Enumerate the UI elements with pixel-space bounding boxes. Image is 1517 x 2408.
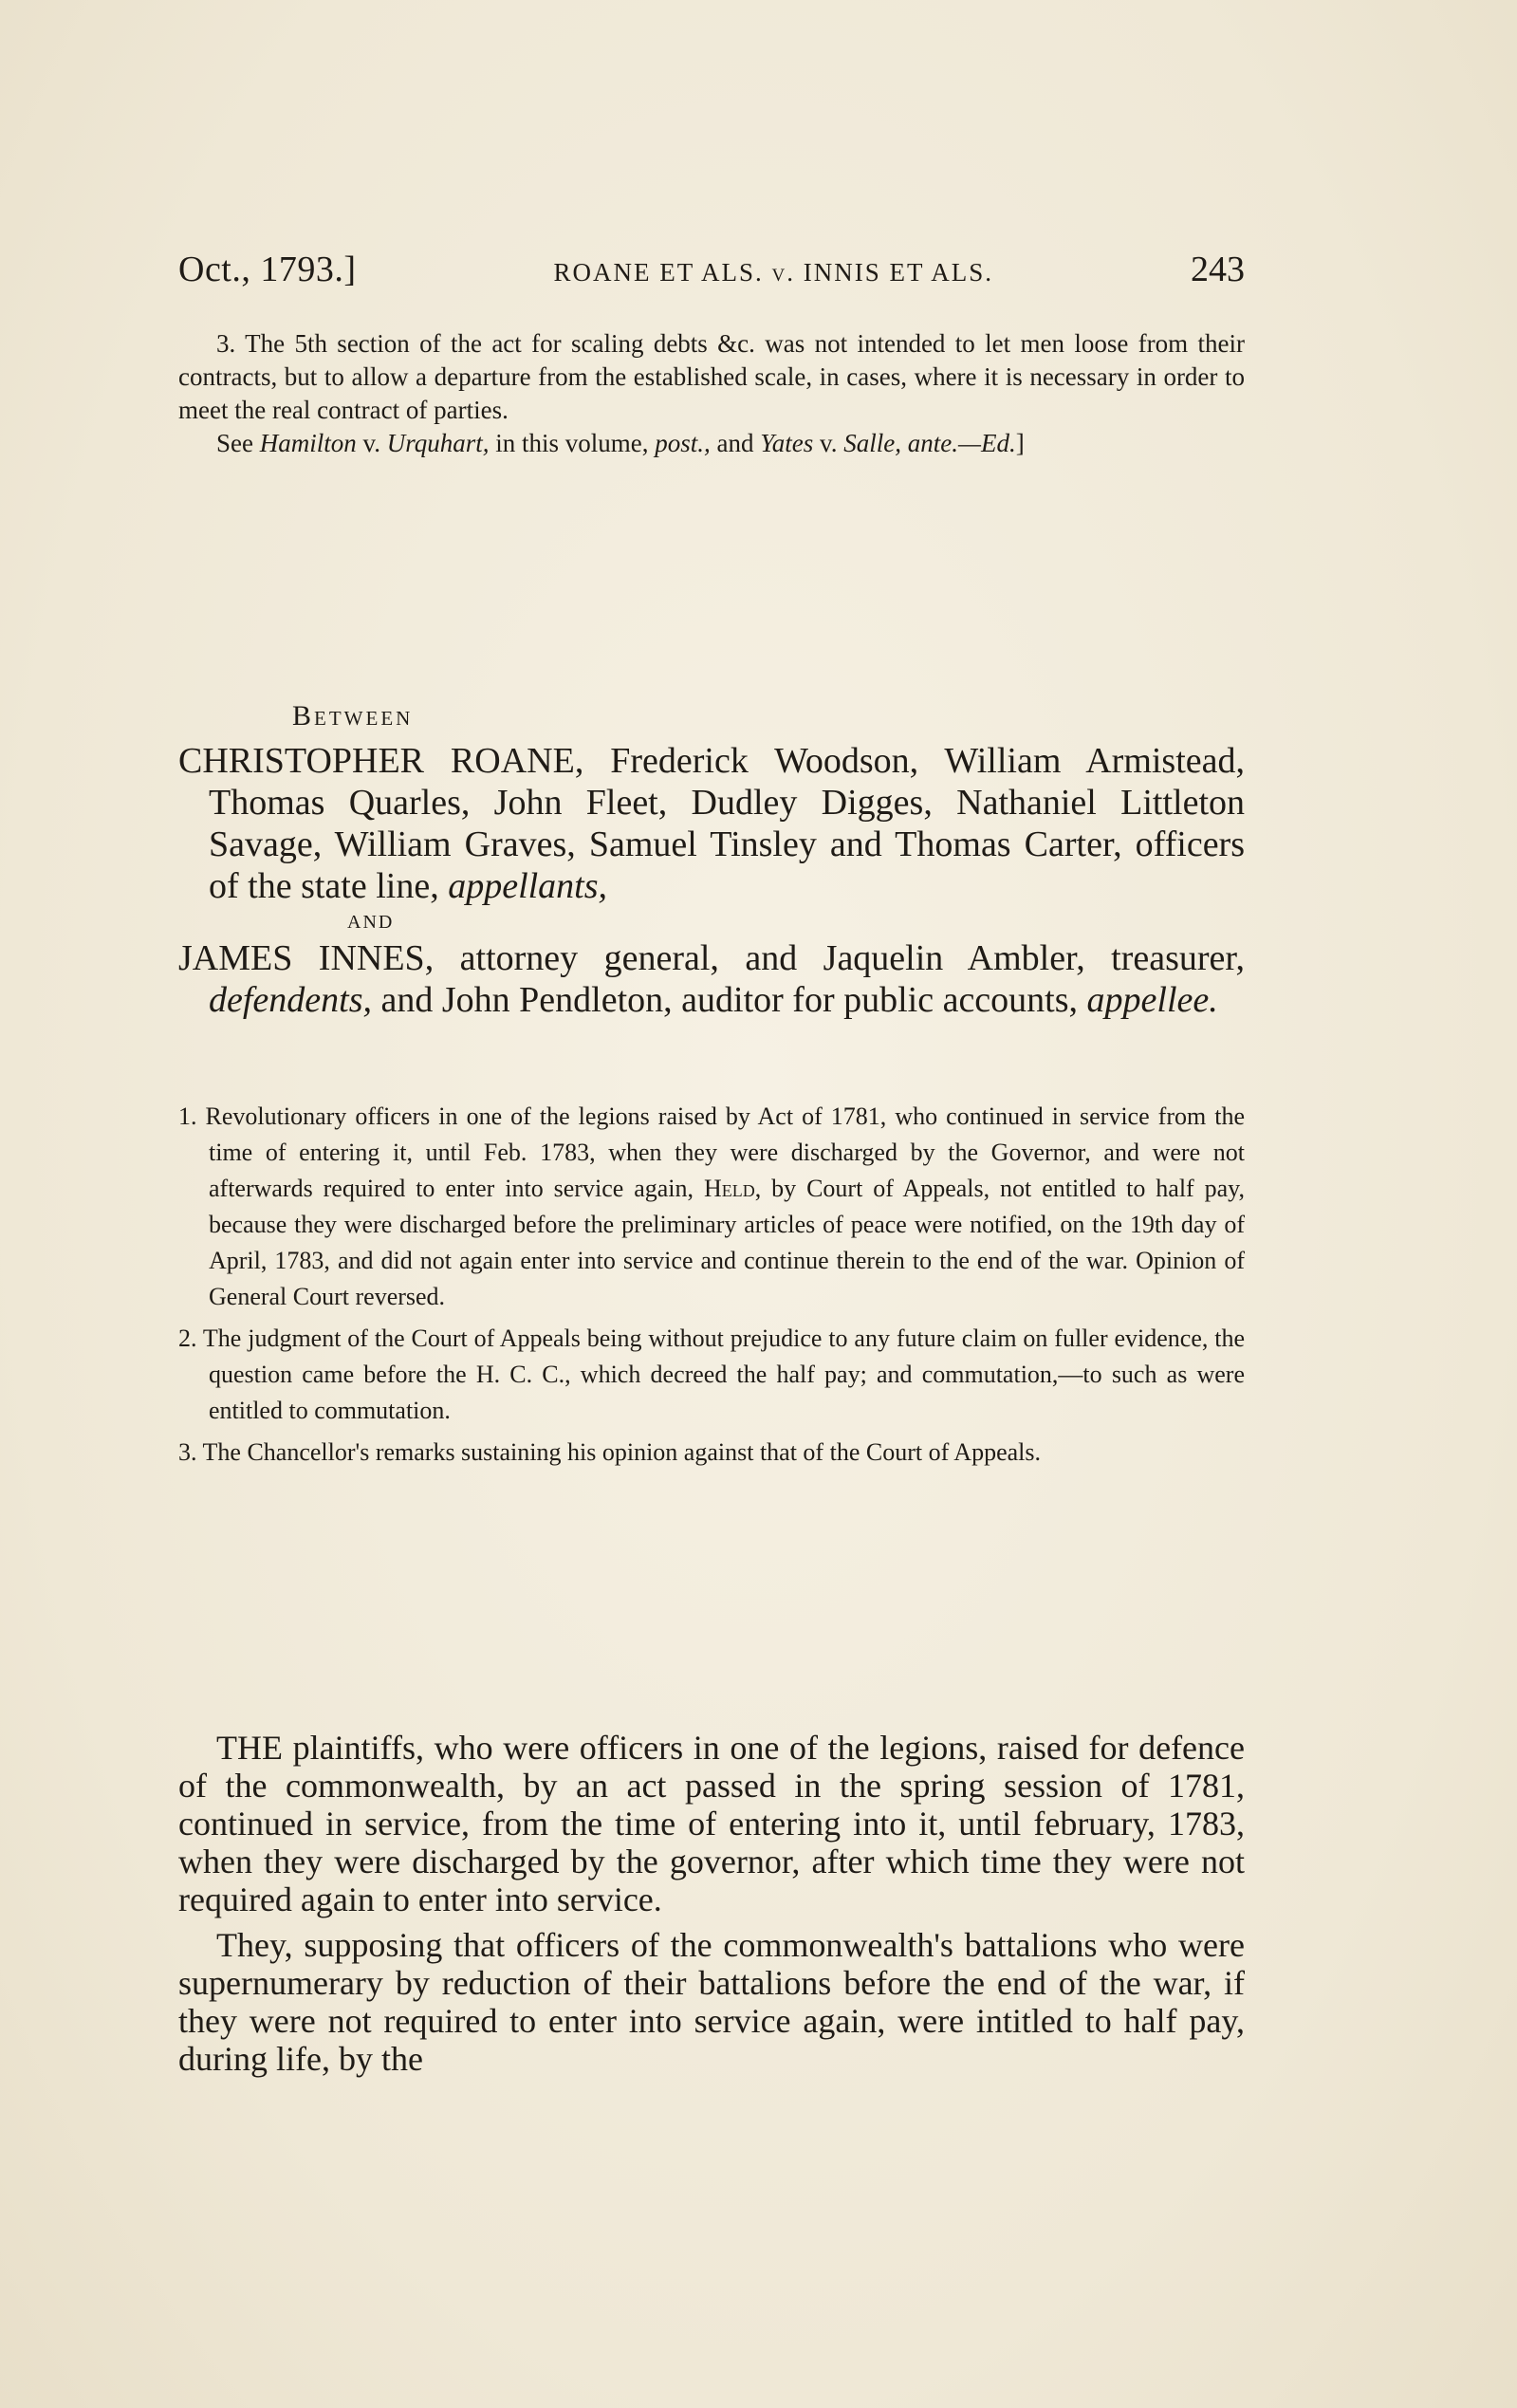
- headnote-2-text: The judgment of the Court of Appeals being without prejudice to any future claim on fuller evidence, the question came before the H. C. C., which decreed the half pay; and commutation,—to such as were entitled to commutation.: [202, 1324, 1246, 1424]
- between-label: Between: [292, 700, 414, 732]
- appellants-names: Frederick Woodson, William Armistead, Thomas Quarles, John Fleet, Dudley Digges, Nathaniel Littleton Savage, William Graves, Samuel Tinsley and Thomas Carter, officers of the state line,: [209, 741, 1246, 906]
- body-paragraph-1: [178, 1729, 1245, 1918]
- headnote-1-pre: Revolutionary officers in one of the legions raised by Act of 1781, who continued in service from the time of entering it, until Feb. 1783, when they were discharged by the Governor, and were not afterwards required to enter into service again,: [205, 1102, 1246, 1202]
- note-case2: Yates: [760, 429, 814, 457]
- headnote-1-num: 1.: [178, 1102, 197, 1130]
- note-ante: ante.—Ed.: [907, 429, 1016, 457]
- headnote-3: [178, 1435, 1245, 1471]
- note-and: and: [716, 429, 754, 457]
- headnotes: [178, 1099, 1245, 1476]
- body-text: [178, 1729, 1245, 2085]
- note-line-1: 3. The 5th section of the act for scaling debts &c. was not intended to let men loose from their contracts, but to allow a departure from the established scale, in cases, where it is necessary in order to meet the real contract of parties.: [178, 329, 1245, 424]
- headnote-2-num: 2.: [178, 1324, 197, 1352]
- headnote-3-num: 3.: [178, 1438, 197, 1466]
- note-close: ]: [1015, 429, 1025, 457]
- defendants: [178, 937, 1245, 1021]
- defendants-names: attorney general, and Jaquelin Ambler, treasurer,: [459, 938, 1246, 978]
- appellants-role: appellants,: [448, 866, 608, 906]
- note-mid: in this volume,: [495, 429, 649, 457]
- appellee-role: appellee.: [1086, 980, 1218, 1020]
- body-paragraph-2: They, supposing that officers of the commonwealth's battalions who were supernumerary by reduction of their battalions before the end of the war, if they were not required to enter into service again, were intitled to half pay, during life, by the: [178, 1926, 1245, 2078]
- page-number: 243: [1191, 250, 1245, 289]
- body-p1-text: plaintiffs, who were officers in one of the legions, raised for defence of the commonwealth, by an act passed in the spring session of 1781, continued in service, from the time of entering into it, until february, 1783, when they were discharged by the governor, after which time they were not required again to enter into service.: [178, 1729, 1245, 1918]
- note-v2: v.: [820, 429, 838, 457]
- header-title: ROANE ET ALS. v. INNIS ET ALS.: [553, 258, 994, 287]
- note-case1b: Urquhart,: [386, 429, 490, 457]
- appellants-lead: CHRISTOPHER ROANE,: [178, 741, 584, 781]
- note-see-line: [178, 427, 1245, 460]
- note-v1: v.: [362, 429, 380, 457]
- body-lead: THE: [216, 1729, 283, 1767]
- note-case1: Hamilton: [259, 429, 357, 457]
- parties: [178, 740, 1245, 1021]
- headnote-2: [178, 1321, 1245, 1429]
- headnote-1-post: by Court of Appeals, not entitled to half pay, because they were discharged before the preliminary articles of peace were notified, on the 19th day of April, 1783, and did not again enter into service and continue therein to the end of the war. Opinion of General Court reversed.: [209, 1175, 1245, 1310]
- note-case2b: Salle,: [843, 429, 902, 457]
- headnote-3-text: The Chancellor's remarks sustaining his opinion against that of the Court of Appeals.: [202, 1438, 1041, 1466]
- note-see: See: [216, 429, 253, 457]
- note-post: post.,: [655, 429, 711, 457]
- running-header: [178, 249, 1245, 296]
- appellants: [178, 740, 1245, 907]
- defendants-names-2: and John Pendleton, auditor for public accounts,: [380, 980, 1079, 1020]
- headnote-1: [178, 1099, 1245, 1315]
- defendants-role: defendents,: [209, 980, 373, 1020]
- headnote-1-held: Held,: [703, 1175, 762, 1202]
- editor-note: [178, 327, 1245, 460]
- defendants-lead: JAMES INNES,: [178, 938, 435, 978]
- and-label: AND: [347, 912, 395, 933]
- header-date: Oct., 1793.]: [178, 250, 357, 289]
